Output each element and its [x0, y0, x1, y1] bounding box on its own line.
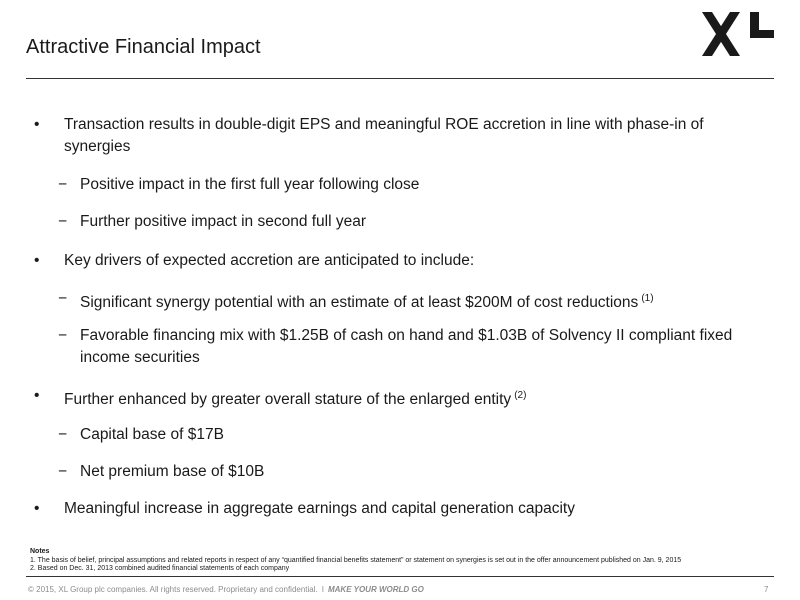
- note-line: 1. The basis of belief, principal assumptions and related reports in respect of any “quantified financial benefits statement” or statement on synergies is set out in the offer announcement published on Jan. 9, 2015: [30, 556, 682, 564]
- bullet-marker: •: [34, 500, 40, 517]
- sub-bullet-item: [58, 211, 740, 233]
- sub-bullet-item: [58, 174, 740, 196]
- sub-bullet-text: Positive impact in the first full year following close: [80, 176, 420, 193]
- sub-bullet-text: Further positive impact in second full year: [80, 213, 367, 230]
- sub-bullet-text-body: Significant synergy potential with an estimate of at least $200M of cost reductions: [80, 294, 639, 311]
- sub-bullet-item: [58, 288, 740, 314]
- slide-title: Attractive Financial Impact: [26, 36, 261, 58]
- bullet-text: Meaningful increase in aggregate earnings and capital generation capacity: [64, 500, 575, 517]
- xl-logo: [700, 8, 776, 60]
- sub-bullet-item: [58, 424, 740, 446]
- bullet-item: [34, 250, 744, 272]
- sub-bullet-text: [58, 288, 740, 314]
- bullet-item: [34, 498, 744, 520]
- sub-bullet-text: Favorable financing mix with $1.25B of cash on hand and $1.03B of Solvency II compliant fixed income securities: [80, 327, 733, 366]
- sub-bullet-item: [58, 461, 740, 483]
- sub-bullet-marker: −: [58, 176, 68, 193]
- note-line: 2. Based on Dec. 31, 2013 combined audited financial statements of each company: [30, 565, 290, 572]
- bullet-text: [34, 385, 744, 411]
- bullet-marker: •: [34, 116, 40, 133]
- notes-heading: Notes: [30, 548, 50, 555]
- bullet-text-body: Further enhanced by greater overall stature of the enlarged entity: [64, 391, 512, 408]
- sub-bullet-marker: −: [58, 327, 68, 344]
- sub-bullet-marker: −: [58, 290, 68, 307]
- title-divider: [26, 78, 774, 79]
- bullet-text: Transaction results in double-digit EPS and meaningful ROE accretion in line with phase-in of synergies: [64, 116, 704, 155]
- bullet-item: [34, 114, 744, 158]
- sub-bullet-marker: −: [58, 426, 68, 443]
- sub-bullet-marker: −: [58, 463, 68, 480]
- sub-bullet-text: Net premium base of $10B: [80, 463, 265, 480]
- notes: [30, 548, 681, 574]
- footer: [28, 585, 424, 594]
- bullet-marker: •: [34, 387, 40, 404]
- sub-bullet-item: [58, 325, 740, 369]
- tagline: MAKE YOUR WORLD GO: [327, 585, 424, 594]
- sub-bullet-text: Capital base of $17B: [80, 426, 224, 443]
- bullet-item: [34, 385, 744, 411]
- page-number: 7: [764, 585, 769, 594]
- bullet-text: Key drivers of expected accretion are anticipated to include:: [64, 252, 475, 269]
- footnote-ref: (2): [514, 390, 527, 401]
- footer-divider: [26, 576, 774, 577]
- bullet-marker: •: [34, 252, 40, 269]
- copyright-text: © 2015, XL Group plc companies. All rights reserved. Proprietary and confidential.: [28, 585, 318, 594]
- sub-bullet-marker: −: [58, 213, 68, 230]
- footnote-ref: (1): [641, 293, 654, 304]
- footer-separator: I: [321, 585, 324, 594]
